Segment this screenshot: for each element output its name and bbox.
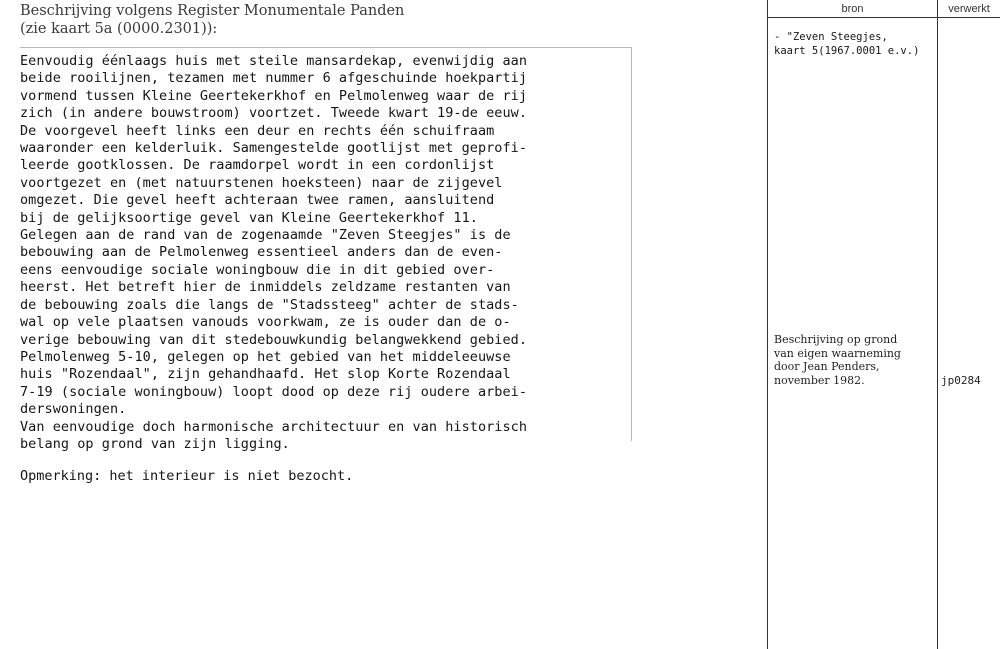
description-line: eens eenvoudige sociale woningbouw die in dit gebied over- [20,261,495,278]
document-header [20,2,404,38]
description-line: bij de gelijksoortige gevel van Kleine Geertekerkhof 11. [20,209,478,226]
table-header-rule [767,17,1000,18]
header-reference: (zie kaart 5a (0000.2301)): [20,21,218,37]
description-line: De voorgevel heeft links een deur en rechts één schuifraam [20,122,495,139]
description-line: 7-19 (sociale woningbouw) loopt dood op deze rij oudere arbei- [20,383,528,400]
description-line: Eenvoudig éénlaags huis met steile mansardekap, evenwijdig aan [20,53,528,69]
description-line: verige bebouwing van dit stedebouwkundig belangwekkend gebied. [20,331,528,348]
remark-note: Opmerking: het interieur is niet bezocht. [20,468,354,484]
description-line: omgezet. Die gevel heeft achteraan twee ramen, aansluitend [20,192,495,209]
column-header-bron: bron [841,3,864,15]
description-line: zich (in andere bouwstroom) voortzet. Tweede kwart 19-de eeuw. [20,105,528,122]
source-entry-map-line: kaart 5(1967.0001 e.v.) [774,45,920,57]
table-divider-left [767,0,768,649]
description-line: wal op vele plaatsen vanouds voorkwam, ze is ouder dan de o- [20,314,511,331]
verwerkt-code: jp0284 [941,374,981,387]
description-line: Van eenvoudige doch harmonische architectuur en van historisch [20,418,528,435]
source-entry-line: door Jean Penders, [774,360,880,374]
source-entry-line: van eigen waarneming [774,346,901,360]
description-line: Gelegen aan de rand van de zogenaamde "Zeven Steegjes" is de [20,227,511,244]
description-text [20,53,635,453]
source-entry-map-line: - "Zeven Steegjes, [774,31,888,43]
header-title: Beschrijving volgens Register Monumentale Panden [20,3,405,19]
description-line: waaronder een kelderluik. Samengestelde gootlijst met geprofi- [20,140,528,157]
description-line: huis "Rozendaal", zijn gehandhaafd. Het slop Korte Rozendaal [20,366,511,383]
source-entry-line: Beschrijving op grond [774,333,898,346]
description-line: vormend tussen Kleine Geertekerkhof en Pelmolenweg waar de rij [20,87,528,104]
source-entry-observation [774,333,901,387]
description-line: bebouwing aan de Pelmolenweg essentieel anders dan de even- [20,244,503,261]
description-line: leerde gootklossen. De raamdorpel wordt in een cordonlijst [20,157,495,174]
table-divider-right [937,0,938,649]
source-entry-line: november 1982. [774,373,865,387]
description-line: belang op grond van zijn ligging. [20,435,290,452]
source-entry-map [774,30,919,58]
description-line: de bebouwing zoals die langs de "Stadssteeg" achter de stads- [20,296,519,313]
column-header-verwerkt: verwerkt [948,3,990,15]
description-line: derswoningen. [20,401,127,418]
description-line: beide rooilijnen, tezamen met nummer 6 afgeschuinde hoekpartij [20,70,528,87]
description-line: heerst. Het betreft hier de inmiddels zeldzame restanten van [20,279,511,296]
description-line: voortgezet en (met natuurstenen hoeksteen) naar de zijgevel [20,174,503,191]
description-line: Pelmolenweg 5-10, gelegen op het gebied van het middeleeuwse [20,348,511,365]
